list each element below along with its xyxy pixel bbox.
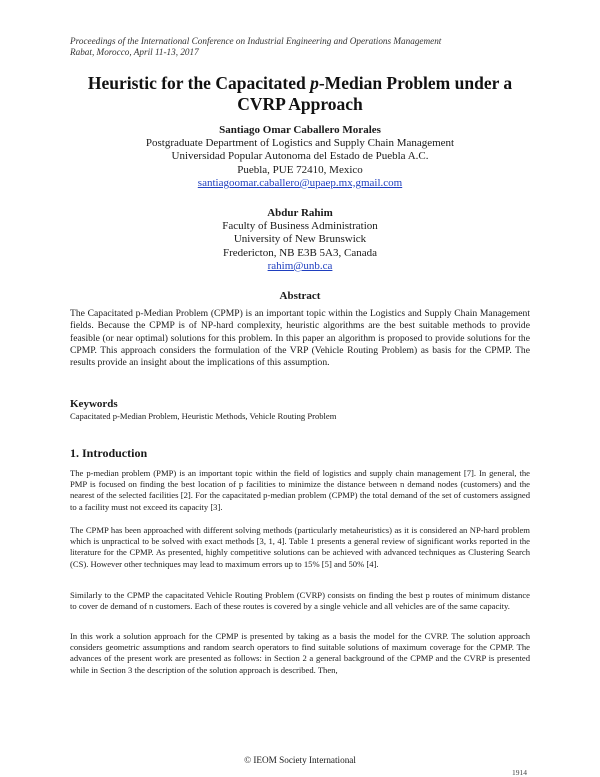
proceedings-header: [70, 36, 540, 58]
abstract-heading: Abstract: [279, 290, 321, 302]
author-2-block: [60, 207, 540, 273]
title-line-1: [60, 73, 540, 94]
title-italic-p: p: [310, 73, 319, 93]
footer-society: © IEOM Society International: [244, 755, 356, 765]
title-line-2: CVRP Approach: [237, 94, 363, 114]
header-line-1: Proceedings of the International Conference on Industrial Engineering and Operations Management: [70, 36, 442, 46]
keywords-heading: Keywords: [70, 398, 118, 410]
keywords-text: Capacitated p-Median Problem, Heuristic Methods, Vehicle Routing Problem: [70, 411, 337, 421]
author-2-dept: Faculty of Business Administration: [222, 220, 378, 233]
intro-paragraph-2: The CPMP has been approached with different solving methods (particularly metaheuristics) as it is considered an NP-hard problem which is unpractical to be solved with exact methods [3, 1, 4]. Table 1 presents a general review of significant works reported in the literature for the CPMP. As presented, highly competitive solutions can be achieved with advanced techniques as Clustering Search (CS). However other techniques may lead to maximum errors up to 15% [5] and 50% [4].: [70, 525, 530, 569]
author-1-dept: Postgraduate Department of Logistics and Supply Chain Management: [145, 137, 455, 150]
author-2-univ: University of New Brunswick: [233, 233, 367, 246]
author-1-univ: Universidad Popular Autonoma del Estado de Puebla A.C.: [171, 150, 429, 163]
author-2-city: Fredericton, NB E3B 5A3, Canada: [223, 246, 377, 259]
paper-title: [60, 73, 540, 115]
intro-paragraph-3: Similarly to the CPMP the capacitated Vehicle Routing Problem (CVRP) consists on finding the best p routes of minimum distance to cover de demand of n customers. Each of these routes is covered by a single vehicle and all vehicles are of the same capacity.: [70, 590, 530, 612]
author-1-email-link[interactable]: santiagoomar.caballero@upaep.mx,gmail.com: [197, 176, 403, 189]
author-2-email-link[interactable]: rahim@unb.ca: [267, 259, 333, 272]
section-heading-introduction: 1. Introduction: [70, 446, 148, 460]
author-2-name: Abdur Rahim: [267, 207, 333, 219]
header-line-2: Rabat, Morocco, April 11-13, 2017: [70, 47, 199, 57]
intro-paragraph-4: In this work a solution approach for the CPMP is presented by taking as a basis the model for the CVRP. The solution approach considers geometric assumptions and random search operators to find suitable solutions of maximum coverage for the CPMP. The advances of the present work are presented as follows: in Section 2 a general background of the CPMP and the CVRP is presented while in Section 3 the description of the solution approach is described. Then,: [70, 631, 530, 675]
abstract-text: The Capacitated p-Median Problem (CPMP) is an important topic within the Logistics and Supply Chain Management fields. Because the CPMP is of NP-hard complexity, heuristic algorithms are the best suitable methods to provide feasible (or near optimal) solutions for this problem. In this paper an algorithm is proposed to provide solutions for the CPMP. This approach considers the formulation of the VRP (Vehicle Routing Problem) as basis for the CPMP. The results provide an insight about the implications of this assumption.: [70, 308, 530, 369]
intro-paragraph-1: The p-median problem (PMP) is an important topic within the field of logistics and supply chain management [7]. In general, the PMP is focused on finding the best location of p facilities to minimize the distance between n demand nodes (customers) and the nearest of the selected facilities [2]. For the capacitated p-median problem (CPMP) the total demand of the set of customers assigned to a facility must not exceed its capacity [3].: [70, 468, 530, 512]
author-1-block: [60, 124, 540, 190]
title-part-2: -Median Problem under a: [318, 73, 513, 93]
page-number: 1914: [512, 768, 527, 777]
author-1-name: Santiago Omar Caballero Morales: [219, 124, 381, 136]
title-part-1: Heuristic for the Capacitated: [87, 73, 311, 93]
author-1-city: Puebla, PUE 72410, Mexico: [237, 163, 363, 176]
